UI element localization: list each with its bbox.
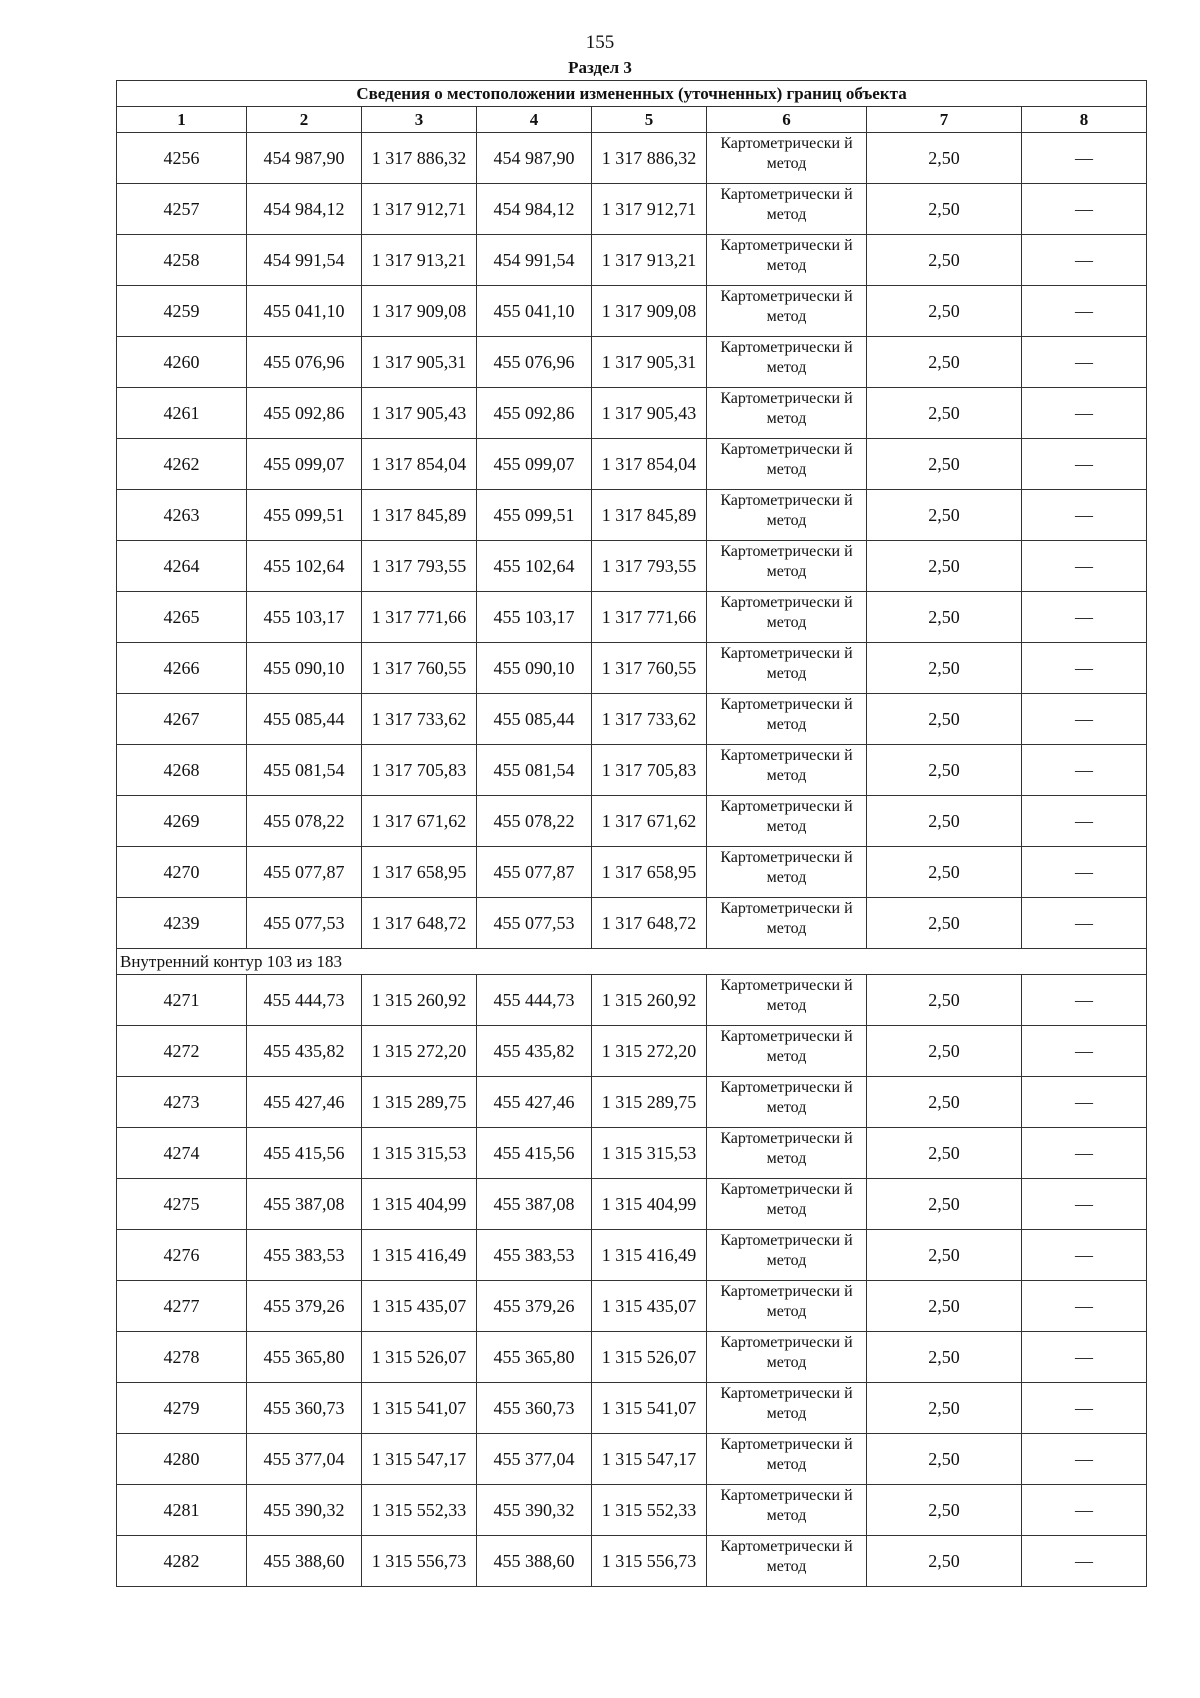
- table-row: [117, 1077, 1147, 1128]
- column-number: 3: [362, 107, 477, 133]
- cell-y-old: 1 315 260,92: [362, 975, 477, 1026]
- cell-y-new: 1 315 272,20: [592, 1026, 707, 1077]
- cell-method: Картометрически й метод: [707, 1536, 867, 1587]
- cell-accuracy: 2,50: [867, 898, 1022, 949]
- cell-x-new: 455 365,80: [477, 1332, 592, 1383]
- cell-description: —: [1022, 1536, 1147, 1587]
- cell-y-old: 1 317 760,55: [362, 643, 477, 694]
- table-row: [117, 1026, 1147, 1077]
- table-row: [117, 745, 1147, 796]
- cell-method: Картометрически й метод: [707, 541, 867, 592]
- table-title: Сведения о местоположении измененных (уточненных) границ объекта: [117, 81, 1147, 107]
- cell-x-old: 454 987,90: [247, 133, 362, 184]
- table-row: [117, 975, 1147, 1026]
- cell-description: —: [1022, 133, 1147, 184]
- cell-description: —: [1022, 388, 1147, 439]
- table-row: [117, 388, 1147, 439]
- cell-x-new: 455 415,56: [477, 1128, 592, 1179]
- cell-description: —: [1022, 337, 1147, 388]
- table-row: [117, 847, 1147, 898]
- cell-method: Картометрически й метод: [707, 643, 867, 694]
- cell-method: Картометрически й метод: [707, 388, 867, 439]
- table-row: [117, 1230, 1147, 1281]
- cell-y-old: 1 315 315,53: [362, 1128, 477, 1179]
- cell-description: —: [1022, 235, 1147, 286]
- cell-description: —: [1022, 1485, 1147, 1536]
- table-row: [117, 694, 1147, 745]
- cell-y-new: 1 315 556,73: [592, 1536, 707, 1587]
- cell-y-new: 1 317 913,21: [592, 235, 707, 286]
- cell-point-number: 4278: [117, 1332, 247, 1383]
- cell-method: Картометрически й метод: [707, 1230, 867, 1281]
- cell-point-number: 4281: [117, 1485, 247, 1536]
- cell-description: —: [1022, 184, 1147, 235]
- cell-method: Картометрически й метод: [707, 133, 867, 184]
- cell-description: —: [1022, 490, 1147, 541]
- cell-y-old: 1 317 905,31: [362, 337, 477, 388]
- cell-y-new: 1 315 404,99: [592, 1179, 707, 1230]
- cell-method: Картометрически й метод: [707, 1485, 867, 1536]
- cell-x-old: 454 984,12: [247, 184, 362, 235]
- cell-x-old: 455 365,80: [247, 1332, 362, 1383]
- cell-x-new: 455 388,60: [477, 1536, 592, 1587]
- cell-accuracy: 2,50: [867, 184, 1022, 235]
- cell-y-new: 1 315 552,33: [592, 1485, 707, 1536]
- cell-y-new: 1 315 526,07: [592, 1332, 707, 1383]
- cell-accuracy: 2,50: [867, 694, 1022, 745]
- cell-y-old: 1 317 886,32: [362, 133, 477, 184]
- cell-x-new: 455 092,86: [477, 388, 592, 439]
- cell-x-new: 455 360,73: [477, 1383, 592, 1434]
- cell-accuracy: 2,50: [867, 1383, 1022, 1434]
- cell-description: —: [1022, 898, 1147, 949]
- cell-method: Картометрически й метод: [707, 1077, 867, 1128]
- cell-x-new: 455 427,46: [477, 1077, 592, 1128]
- cell-x-new: 455 102,64: [477, 541, 592, 592]
- table-row: [117, 643, 1147, 694]
- cell-y-new: 1 317 912,71: [592, 184, 707, 235]
- cell-x-new: 454 987,90: [477, 133, 592, 184]
- table-row: [117, 1332, 1147, 1383]
- cell-y-old: 1 315 541,07: [362, 1383, 477, 1434]
- cell-method: Картометрически й метод: [707, 1281, 867, 1332]
- cell-point-number: 4274: [117, 1128, 247, 1179]
- cell-x-new: 455 085,44: [477, 694, 592, 745]
- cell-method: Картометрически й метод: [707, 694, 867, 745]
- cell-x-new: 454 984,12: [477, 184, 592, 235]
- cell-point-number: 4263: [117, 490, 247, 541]
- cell-method: Картометрически й метод: [707, 592, 867, 643]
- cell-y-new: 1 315 260,92: [592, 975, 707, 1026]
- cell-accuracy: 2,50: [867, 541, 1022, 592]
- cell-x-old: 455 103,17: [247, 592, 362, 643]
- cell-y-old: 1 317 648,72: [362, 898, 477, 949]
- cell-accuracy: 2,50: [867, 1077, 1022, 1128]
- cell-accuracy: 2,50: [867, 1332, 1022, 1383]
- cell-method: Картометрически й метод: [707, 796, 867, 847]
- cell-description: —: [1022, 1077, 1147, 1128]
- column-number: 6: [707, 107, 867, 133]
- cell-accuracy: 2,50: [867, 592, 1022, 643]
- cell-point-number: 4279: [117, 1383, 247, 1434]
- cell-y-new: 1 315 315,53: [592, 1128, 707, 1179]
- table-row: [117, 592, 1147, 643]
- table-row: [117, 184, 1147, 235]
- cell-method: Картометрически й метод: [707, 1026, 867, 1077]
- table-row: [117, 1536, 1147, 1587]
- cell-x-old: 455 377,04: [247, 1434, 362, 1485]
- cell-x-old: 455 085,44: [247, 694, 362, 745]
- cell-x-old: 455 415,56: [247, 1128, 362, 1179]
- column-number: 7: [867, 107, 1022, 133]
- cell-accuracy: 2,50: [867, 286, 1022, 337]
- cell-accuracy: 2,50: [867, 1026, 1022, 1077]
- cell-point-number: 4261: [117, 388, 247, 439]
- cell-y-new: 1 317 886,32: [592, 133, 707, 184]
- cell-method: Картометрически й метод: [707, 490, 867, 541]
- cell-x-old: 455 099,07: [247, 439, 362, 490]
- cell-y-new: 1 317 648,72: [592, 898, 707, 949]
- cell-x-old: 454 991,54: [247, 235, 362, 286]
- cell-description: —: [1022, 592, 1147, 643]
- cell-accuracy: 2,50: [867, 796, 1022, 847]
- cell-x-new: 455 377,04: [477, 1434, 592, 1485]
- cell-y-old: 1 315 556,73: [362, 1536, 477, 1587]
- cell-y-old: 1 315 435,07: [362, 1281, 477, 1332]
- cell-y-old: 1 315 404,99: [362, 1179, 477, 1230]
- cell-x-old: 455 435,82: [247, 1026, 362, 1077]
- cell-description: —: [1022, 796, 1147, 847]
- column-number: 2: [247, 107, 362, 133]
- cell-description: —: [1022, 1332, 1147, 1383]
- cell-y-old: 1 317 733,62: [362, 694, 477, 745]
- cell-point-number: 4271: [117, 975, 247, 1026]
- cell-method: Картометрически й метод: [707, 439, 867, 490]
- cell-accuracy: 2,50: [867, 235, 1022, 286]
- cell-description: —: [1022, 847, 1147, 898]
- cell-y-new: 1 315 435,07: [592, 1281, 707, 1332]
- cell-accuracy: 2,50: [867, 1536, 1022, 1587]
- cell-y-old: 1 317 909,08: [362, 286, 477, 337]
- cell-description: —: [1022, 1230, 1147, 1281]
- cell-y-old: 1 317 671,62: [362, 796, 477, 847]
- cell-x-new: 455 099,07: [477, 439, 592, 490]
- cell-y-new: 1 315 541,07: [592, 1383, 707, 1434]
- cell-x-new: 455 387,08: [477, 1179, 592, 1230]
- cell-point-number: 4267: [117, 694, 247, 745]
- cell-x-old: 455 090,10: [247, 643, 362, 694]
- cell-x-old: 455 390,32: [247, 1485, 362, 1536]
- cell-point-number: 4258: [117, 235, 247, 286]
- cell-description: —: [1022, 643, 1147, 694]
- cell-y-new: 1 317 771,66: [592, 592, 707, 643]
- cell-accuracy: 2,50: [867, 388, 1022, 439]
- cell-point-number: 4265: [117, 592, 247, 643]
- cell-x-new: 455 379,26: [477, 1281, 592, 1332]
- page-number: 155: [585, 32, 615, 53]
- cell-y-old: 1 315 272,20: [362, 1026, 477, 1077]
- cell-x-old: 455 383,53: [247, 1230, 362, 1281]
- contour-label: Внутренний контур 103 из 183: [117, 949, 1147, 975]
- cell-x-old: 455 078,22: [247, 796, 362, 847]
- cell-x-new: 455 444,73: [477, 975, 592, 1026]
- cell-x-old: 455 379,26: [247, 1281, 362, 1332]
- cell-y-new: 1 317 705,83: [592, 745, 707, 796]
- cell-point-number: 4256: [117, 133, 247, 184]
- cell-accuracy: 2,50: [867, 745, 1022, 796]
- column-number: 4: [477, 107, 592, 133]
- cell-point-number: 4259: [117, 286, 247, 337]
- table-row: [117, 1383, 1147, 1434]
- cell-accuracy: 2,50: [867, 643, 1022, 694]
- cell-description: —: [1022, 1383, 1147, 1434]
- cell-point-number: 4268: [117, 745, 247, 796]
- cell-x-old: 455 077,53: [247, 898, 362, 949]
- cell-y-old: 1 315 547,17: [362, 1434, 477, 1485]
- cell-y-old: 1 317 705,83: [362, 745, 477, 796]
- cell-description: —: [1022, 439, 1147, 490]
- coordinates-table: [116, 80, 1147, 1587]
- cell-y-old: 1 317 771,66: [362, 592, 477, 643]
- table-row: [117, 1179, 1147, 1230]
- cell-point-number: 4262: [117, 439, 247, 490]
- cell-method: Картометрически й метод: [707, 184, 867, 235]
- cell-point-number: 4266: [117, 643, 247, 694]
- cell-x-new: 455 390,32: [477, 1485, 592, 1536]
- cell-x-new: 455 078,22: [477, 796, 592, 847]
- cell-point-number: 4282: [117, 1536, 247, 1587]
- cell-y-old: 1 317 658,95: [362, 847, 477, 898]
- cell-y-new: 1 317 905,43: [592, 388, 707, 439]
- cell-accuracy: 2,50: [867, 439, 1022, 490]
- table-row: [117, 796, 1147, 847]
- cell-x-new: 455 077,53: [477, 898, 592, 949]
- cell-accuracy: 2,50: [867, 847, 1022, 898]
- table-row: [117, 439, 1147, 490]
- cell-method: Картометрически й метод: [707, 235, 867, 286]
- cell-y-new: 1 317 658,95: [592, 847, 707, 898]
- cell-method: Картометрически й метод: [707, 286, 867, 337]
- cell-y-new: 1 317 733,62: [592, 694, 707, 745]
- cell-y-old: 1 315 552,33: [362, 1485, 477, 1536]
- cell-description: —: [1022, 1128, 1147, 1179]
- cell-y-new: 1 315 289,75: [592, 1077, 707, 1128]
- column-number-row: [117, 107, 1147, 133]
- cell-x-old: 455 360,73: [247, 1383, 362, 1434]
- cell-x-new: 455 090,10: [477, 643, 592, 694]
- table-body: [117, 133, 1147, 1587]
- cell-y-old: 1 317 912,71: [362, 184, 477, 235]
- cell-x-new: 455 081,54: [477, 745, 592, 796]
- cell-y-old: 1 317 845,89: [362, 490, 477, 541]
- cell-point-number: 4280: [117, 1434, 247, 1485]
- cell-y-new: 1 315 547,17: [592, 1434, 707, 1485]
- table-row: [117, 541, 1147, 592]
- cell-y-new: 1 317 671,62: [592, 796, 707, 847]
- cell-y-new: 1 317 854,04: [592, 439, 707, 490]
- cell-point-number: 4272: [117, 1026, 247, 1077]
- cell-description: —: [1022, 694, 1147, 745]
- cell-accuracy: 2,50: [867, 1179, 1022, 1230]
- cell-method: Картометрически й метод: [707, 847, 867, 898]
- cell-method: Картометрически й метод: [707, 1383, 867, 1434]
- cell-x-new: 455 099,51: [477, 490, 592, 541]
- cell-x-old: 455 041,10: [247, 286, 362, 337]
- cell-method: Картометрически й метод: [707, 337, 867, 388]
- cell-accuracy: 2,50: [867, 1434, 1022, 1485]
- cell-y-new: 1 317 760,55: [592, 643, 707, 694]
- cell-method: Картометрически й метод: [707, 975, 867, 1026]
- table-row: [117, 337, 1147, 388]
- cell-method: Картометрически й метод: [707, 745, 867, 796]
- cell-x-old: 455 387,08: [247, 1179, 362, 1230]
- cell-point-number: 4276: [117, 1230, 247, 1281]
- cell-y-old: 1 317 905,43: [362, 388, 477, 439]
- cell-description: —: [1022, 1026, 1147, 1077]
- table-row: [117, 235, 1147, 286]
- cell-accuracy: 2,50: [867, 975, 1022, 1026]
- cell-description: —: [1022, 1179, 1147, 1230]
- cell-x-old: 455 102,64: [247, 541, 362, 592]
- table-title-row: [117, 81, 1147, 107]
- cell-x-old: 455 081,54: [247, 745, 362, 796]
- table-row: [117, 1281, 1147, 1332]
- cell-y-new: 1 317 845,89: [592, 490, 707, 541]
- cell-description: —: [1022, 1434, 1147, 1485]
- cell-point-number: 4264: [117, 541, 247, 592]
- cell-point-number: 4273: [117, 1077, 247, 1128]
- contour-row: [117, 949, 1147, 975]
- cell-accuracy: 2,50: [867, 337, 1022, 388]
- column-number: 1: [117, 107, 247, 133]
- cell-accuracy: 2,50: [867, 1485, 1022, 1536]
- cell-description: —: [1022, 286, 1147, 337]
- cell-description: —: [1022, 975, 1147, 1026]
- cell-x-new: 454 991,54: [477, 235, 592, 286]
- section-title: Раздел 3: [568, 58, 632, 77]
- cell-y-new: 1 317 905,31: [592, 337, 707, 388]
- cell-y-old: 1 315 526,07: [362, 1332, 477, 1383]
- column-number: 5: [592, 107, 707, 133]
- cell-x-new: 455 103,17: [477, 592, 592, 643]
- cell-accuracy: 2,50: [867, 1281, 1022, 1332]
- cell-method: Картометрически й метод: [707, 1332, 867, 1383]
- cell-point-number: 4257: [117, 184, 247, 235]
- table-row: [117, 1128, 1147, 1179]
- cell-method: Картометрически й метод: [707, 1179, 867, 1230]
- cell-description: —: [1022, 541, 1147, 592]
- cell-accuracy: 2,50: [867, 490, 1022, 541]
- cell-y-new: 1 317 793,55: [592, 541, 707, 592]
- table-row: [117, 898, 1147, 949]
- cell-y-old: 1 315 416,49: [362, 1230, 477, 1281]
- cell-accuracy: 2,50: [867, 133, 1022, 184]
- column-number: 8: [1022, 107, 1147, 133]
- cell-x-old: 455 444,73: [247, 975, 362, 1026]
- cell-x-new: 455 041,10: [477, 286, 592, 337]
- cell-y-new: 1 317 909,08: [592, 286, 707, 337]
- cell-x-old: 455 099,51: [247, 490, 362, 541]
- cell-description: —: [1022, 745, 1147, 796]
- cell-method: Картометрически й метод: [707, 1434, 867, 1485]
- table-row: [117, 286, 1147, 337]
- cell-accuracy: 2,50: [867, 1128, 1022, 1179]
- cell-y-old: 1 317 854,04: [362, 439, 477, 490]
- cell-x-old: 455 076,96: [247, 337, 362, 388]
- cell-x-new: 455 383,53: [477, 1230, 592, 1281]
- table-row: [117, 133, 1147, 184]
- cell-y-old: 1 317 793,55: [362, 541, 477, 592]
- cell-point-number: 4269: [117, 796, 247, 847]
- cell-method: Картометрически й метод: [707, 1128, 867, 1179]
- table-row: [117, 1485, 1147, 1536]
- cell-x-old: 455 388,60: [247, 1536, 362, 1587]
- cell-description: —: [1022, 1281, 1147, 1332]
- cell-method: Картометрически й метод: [707, 898, 867, 949]
- cell-x-old: 455 427,46: [247, 1077, 362, 1128]
- cell-point-number: 4270: [117, 847, 247, 898]
- cell-y-old: 1 315 289,75: [362, 1077, 477, 1128]
- cell-x-new: 455 077,87: [477, 847, 592, 898]
- cell-point-number: 4277: [117, 1281, 247, 1332]
- cell-point-number: 4275: [117, 1179, 247, 1230]
- cell-point-number: 4239: [117, 898, 247, 949]
- cell-y-old: 1 317 913,21: [362, 235, 477, 286]
- cell-x-new: 455 076,96: [477, 337, 592, 388]
- cell-accuracy: 2,50: [867, 1230, 1022, 1281]
- cell-x-old: 455 092,86: [247, 388, 362, 439]
- cell-point-number: 4260: [117, 337, 247, 388]
- cell-y-new: 1 315 416,49: [592, 1230, 707, 1281]
- cell-x-old: 455 077,87: [247, 847, 362, 898]
- cell-x-new: 455 435,82: [477, 1026, 592, 1077]
- table-row: [117, 490, 1147, 541]
- table-row: [117, 1434, 1147, 1485]
